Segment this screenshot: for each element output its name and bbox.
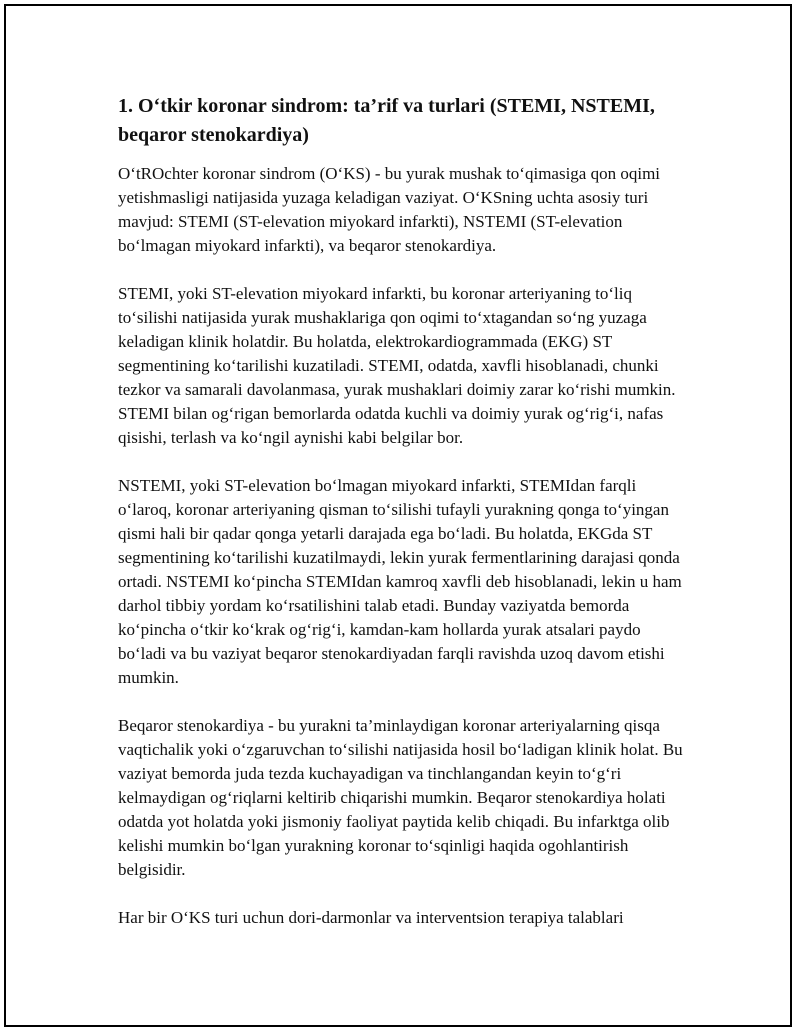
paragraph-nstemi: NSTEMI, yoki ST-elevation bo‘lmagan miyokard infarkti, STEMIdan farqli o‘laroq, koronar arteriyaning qisman to‘silishi tufayli yurakning qonga to‘yingan qismi hali bir qadar qonga yetarli darajada ega bo‘ladi. Bu holatda, EKGda ST segmentining ko‘tarilishi kuzatilmaydi, lekin yurak fermentlarining darajasi qonda ortadi. NSTEMI ko‘pincha STEMIdan kamroq xavfli deb hisoblanadi, lekin u ham darhol tibbiy yordam ko‘rsatilishini talab etadi. Bunday vaziyatda bemorda ko‘pincha o‘tkir ko‘krak og‘rig‘i, kamdan-kam hollarda yurak atsalari paydo bo‘ladi va bu vaziyat beqaror stenokardiyadan farqli ravishda uzoq davom etishi mumkin.: [118, 476, 682, 687]
paragraph-unstable-angina: Beqaror stenokardiya - bu yurakni ta’minlaydigan koronar arteriyalarning qisqa vaqtichalik yoki o‘zgaruvchan to‘silishi natijasida hosil bo‘ladigan klinik holat. Bu vaziyat bemorda juda tezda kuchayadigan va tinchlangandan keyin to‘g‘ri kelmaydigan og‘riqlarni keltirib chiqarishi mumkin. Beqaror stenokardiya holati odatda yot holatda yoki jismoniy faoliyat paytida kelib chiqadi. Bu infarktga olib kelishi mumkin bo‘lgan yurakning koronar to‘sqinligi haqida ogohlantirish belgisidir.: [118, 716, 683, 879]
document-page: [118, 92, 686, 954]
paragraph-treatment: Har bir O‘KS turi uchun dori-darmonlar va interventsion terapiya talablari: [118, 908, 624, 927]
section-title: 1. O‘tkir koronar sindrom: ta’rif va turlari (STEMI, NSTEMI, beqaror stenokardiya): [118, 95, 655, 146]
paragraph-intro: O‘tROchter koronar sindrom (O‘KS) - bu yurak mushak to‘qimasiga qon oqimi yetishmasligi natijasida yuzaga keladigan vaziyat. O‘KSning uchta asosiy turi mavjud: STEMI (ST-elevation miyokard infarkti), NSTEMI (ST-elevation bo‘lmagan miyokard infarkti), va beqaror stenokardiya.: [118, 164, 661, 255]
paragraph-stemi: STEMI, yoki ST-elevation miyokard infarkti, bu koronar arteriyaning to‘liq to‘silishi natijasida yurak mushaklariga qon oqimi to‘xtagandan so‘ng yuzaga keladigan klinik holatdir. Bu holatda, elektrokardiogrammada (EKG) ST segmentining ko‘tarilishi kuzatiladi. STEMI, odatda, xavfli hisoblanadi, chunki tezkor va samarali davolanmasa, yurak mushaklari doimiy zarar ko‘rishi mumkin. STEMI bilan og‘rigan bemorlarda odatda kuchli va doimiy yurak og‘rig‘i, nafas qisishi, terlash va ko‘ngil aynishi kabi belgilar bor.: [118, 284, 676, 447]
